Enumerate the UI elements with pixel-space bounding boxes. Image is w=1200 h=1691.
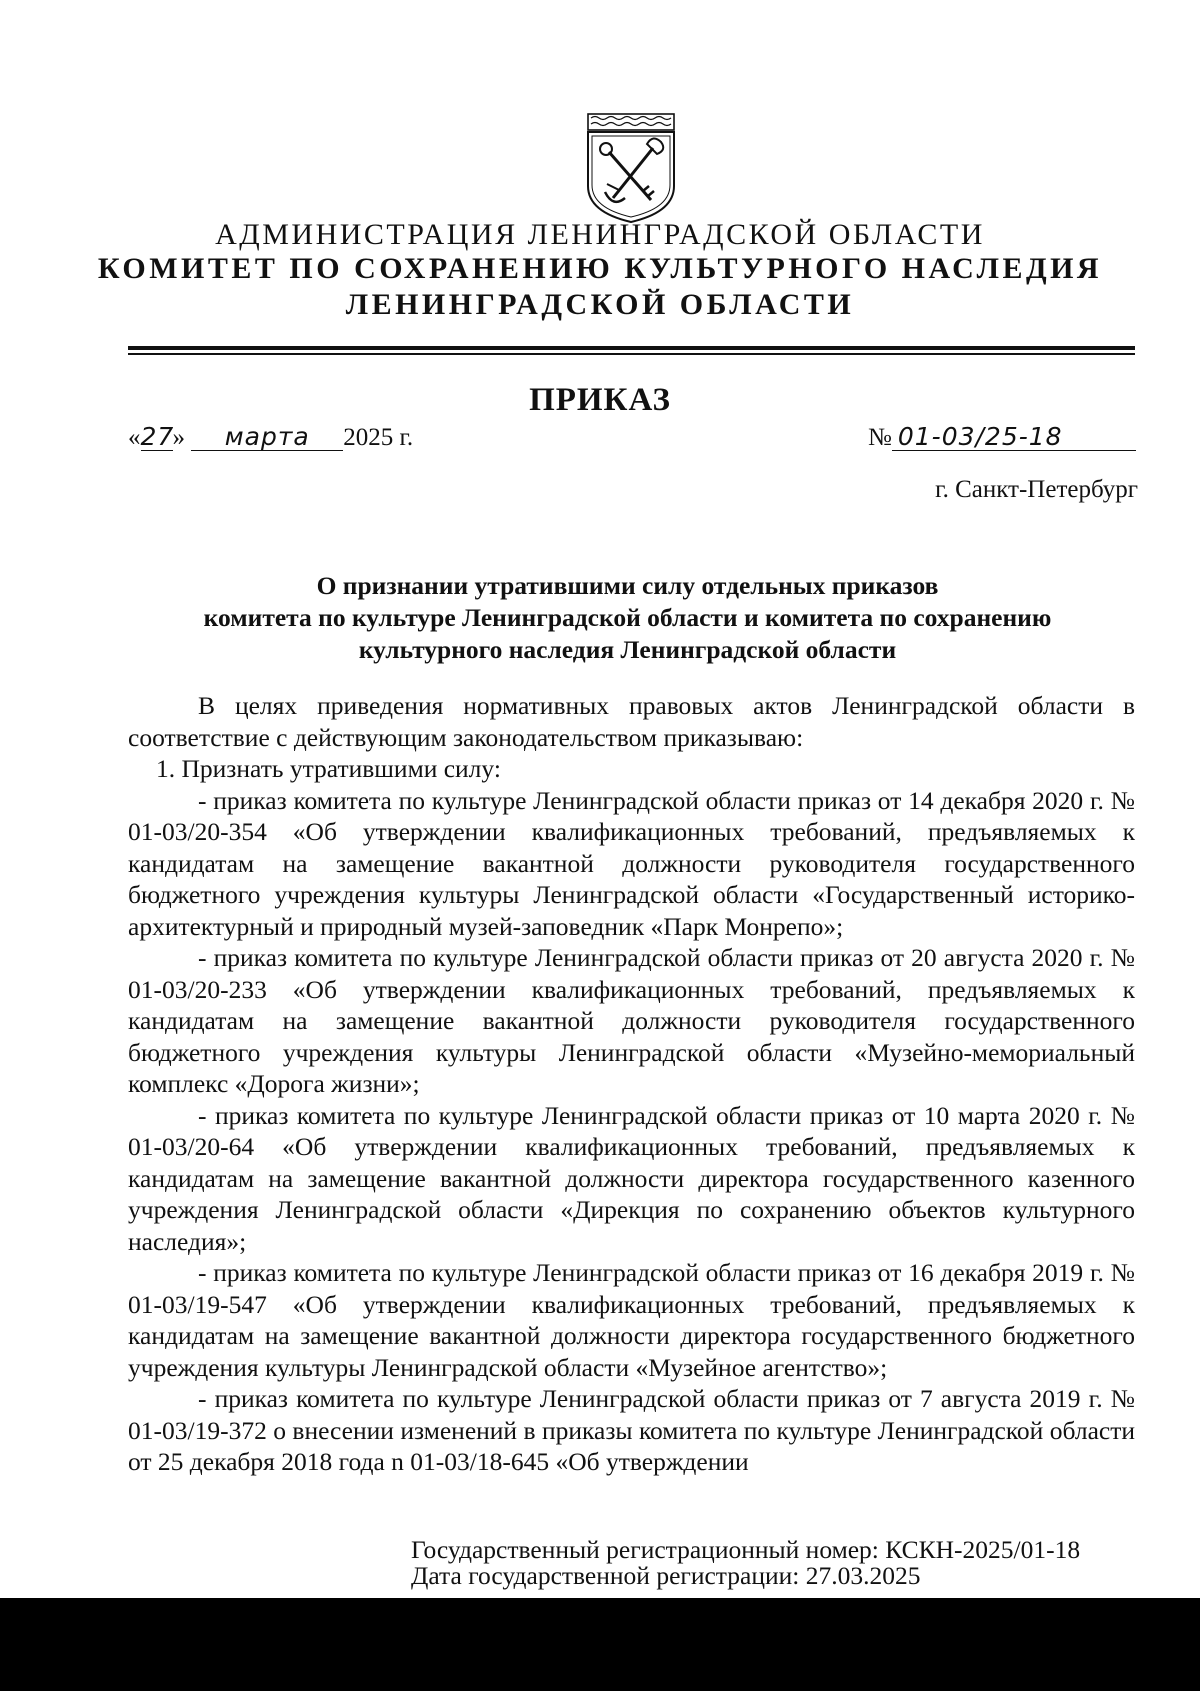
subject-line-1: О признании утратившими силу отдельных приказов — [316, 571, 939, 600]
registration-date: Дата государственной регистрации: 27.03.2025 — [411, 1561, 921, 1590]
committee-heading-line-1: КОМИТЕТ ПО СОХРАНЕНИЮ КУЛЬТУРНОГО НАСЛЕДИЯ — [97, 252, 1103, 285]
administration-heading: АДМИНИСТРАЦИЯ ЛЕНИНГРАДСКОЙ ОБЛАСТИ — [215, 218, 985, 251]
number-value-handwritten: 01-03/25-18 — [892, 424, 1136, 451]
order-subject — [120, 570, 1135, 666]
committee-heading-line-2: ЛЕНИНГРАДСКОЙ ОБЛАСТИ — [345, 288, 855, 321]
registration-stamp — [411, 1537, 1080, 1589]
document-type-title: ПРИКАЗ — [529, 382, 671, 418]
subject-line-3: культурного наследия Ленинградской области — [358, 635, 897, 664]
date-month-handwritten: марта — [191, 424, 343, 451]
lenoblast-coat-of-arms-icon — [585, 112, 677, 224]
header-divider-thin — [128, 353, 1135, 355]
date-year: 2025 г. — [343, 424, 414, 451]
repealed-order-item: - приказ комитета по культуре Ленинградской области приказ от 10 марта 2020 г. № 01-03/20-64 «Об утверждении квалификационных требований, предъявляемых к кандидатам на замещение вакантной должности директора государственного казенного учреждения Ленинградской области «Дирекция по сохранению объектов культурного наследия»; — [128, 1100, 1135, 1256]
repealed-order-item: - приказ комитета по культуре Ленинградской области приказ от 20 августа 2020 г. № 01-03/20-233 «Об утверждении квалификационных требований, предъявляемых к кандидатам на замещение вакантной должности руководителя государственного бюджетного учреждения культуры Ленинградской области «Музейно-мемориальный комплекс «Дорога жизни»; — [128, 943, 1135, 1098]
number-label: № — [868, 424, 892, 451]
registration-number: Государственный регистрационный номер: КСКН-2025/01-18 — [411, 1535, 1081, 1564]
body-item-1: 1. Признать утратившими силу: — [156, 754, 501, 783]
issue-city: г. Санкт-Петербург — [935, 476, 1138, 503]
date-close-quote: » — [172, 424, 185, 451]
order-number — [868, 424, 1136, 452]
repealed-order-item: - приказ комитета по культуре Ленинградской области приказ от 7 августа 2019 г. № 01-03/19-372 о внесении изменений в приказы комитета по культуре Ленинградской области от 25 декабря 2018 года n 01-03/18-645 «Об утверждении — [128, 1384, 1135, 1476]
repealed-order-item: - приказ комитета по культуре Ленинградской области приказ от 16 декабря 2019 г. № 01-03/19-547 «Об утверждении квалификационных требований, предъявляемых к кандидатам на замещение вакантной должности директора государственного бюджетного учреждения культуры Ленинградской области «Музейное агентство»; — [128, 1258, 1135, 1382]
order-date — [128, 424, 413, 452]
repealed-order-item: - приказ комитета по культуре Ленинградской области приказ от 14 декабря 2020 г. № 01-03/20-354 «Об утверждении квалификационных требований, предъявляемых к кандидатам на замещение вакантной должности руководителя государственного бюджетного учреждения культуры Ленинградской области «Государственный историко-архитектурный и природный музей-заповедник «Парк Монрепо»; — [128, 785, 1135, 941]
subject-line-2: комитета по культуре Ленинградской области и комитета по сохранению — [203, 603, 1052, 632]
date-open-quote: « — [128, 424, 141, 451]
date-day-handwritten: 27 — [140, 422, 175, 451]
order-body — [128, 690, 1135, 1478]
header-divider-thick — [128, 346, 1135, 350]
body-intro: В целях приведения нормативных правовых актов Ленинградской области в соответствие с действующим законодательством приказываю: — [128, 691, 1135, 752]
scan-footer-bar — [0, 1598, 1200, 1691]
